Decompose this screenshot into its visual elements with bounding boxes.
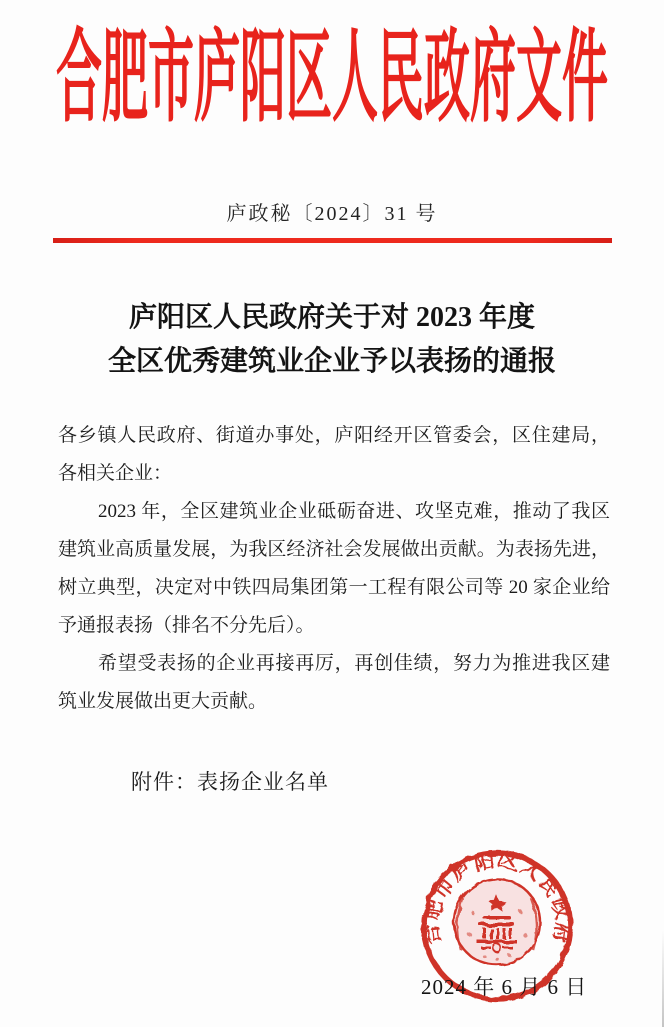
body-line: 予通报表扬（排名不分先后）。	[58, 615, 315, 636]
document-title	[0, 296, 664, 384]
body-line: 2023 年，全区建筑业企业砥砺奋进、攻坚克难，推动了我区	[98, 501, 610, 522]
salutation-line: 各相关企业：	[58, 463, 173, 484]
doc-number: 庐政秘〔2024〕31 号	[226, 203, 438, 225]
document-body	[58, 417, 610, 721]
body-line: 树立典型，决定对中铁四局集团第一工程有限公司等 20 家企业给	[58, 577, 610, 598]
salutation-line: 各乡镇人民政府、街道办事处，庐阳经开区管委会，区住建局，	[58, 425, 610, 446]
document-title-line1: 庐阳区人民政府关于对 2023 年度	[128, 302, 535, 333]
body-line: 筑业发展做出更大贡献。	[58, 691, 268, 712]
document-title-line2: 全区优秀建筑业企业予以表扬的通报	[107, 346, 556, 377]
seal-ring-text: 合肥市庐阳区人民政府	[420, 849, 574, 946]
red-header-title: 合肥市庐阳区人民政府文件	[56, 21, 608, 134]
issue-date: 2024 年 6 月 6 日	[421, 975, 588, 999]
body-line: 希望受表扬的企业再接再厉，再创佳绩，努力为推进我区建	[98, 653, 610, 674]
attachment-line: 附件：表扬企业名单	[131, 770, 329, 794]
body-line: 建筑业高质量发展，为我区经济社会发展做出贡献。为表扬先进，	[58, 539, 610, 560]
national-emblem-icon	[454, 879, 540, 965]
red-separator-line	[53, 238, 612, 243]
